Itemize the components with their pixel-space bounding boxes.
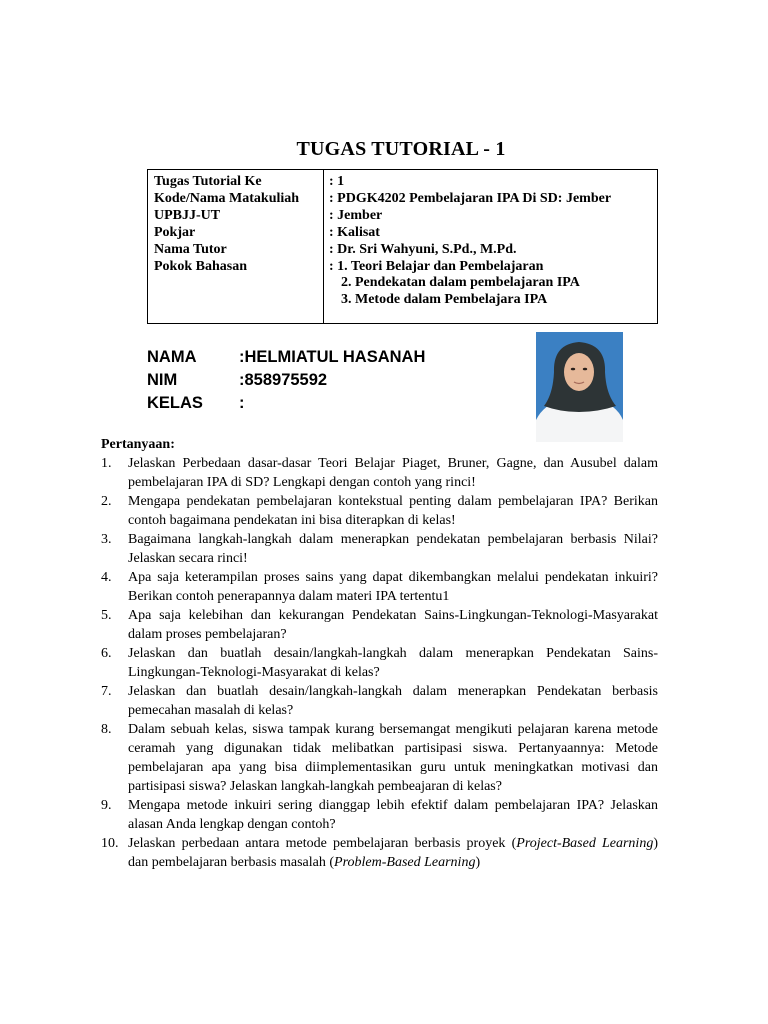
value-upbjj: : Jember: [329, 208, 383, 223]
question-text-part: ): [475, 855, 481, 870]
question-text: Mengapa metode inkuiri sering dianggap lebih efektif dalam pembelajaran IPA? Jelaskan alasan Anda lengkap dengan contoh?: [128, 798, 658, 832]
label-tugas-tutorial: Tugas Tutorial Ke: [154, 174, 262, 189]
question-text: [128, 834, 658, 872]
list-item: [101, 796, 658, 834]
list-item: [101, 568, 658, 606]
question-number: 5.: [101, 608, 112, 623]
list-item: [101, 530, 658, 568]
question-text: Apa saja keterampilan proses sains yang dapat dikembangkan melalui pendekatan inkuiri? Berikan contoh penerapannya dalam materi IPA tertentu1: [128, 570, 658, 604]
question-text: Bagaimana langkah-langkah dalam menerapkan pendekatan pembelajaran berbasis Nilai? Jelaskan secara rinci!: [128, 532, 658, 566]
label-pokok-bahasan: Pokok Bahasan: [154, 259, 247, 274]
question-text-part: Jelaskan perbedaan antara metode pembelajaran berbasis proyek (: [128, 836, 517, 851]
questions-heading: Pertanyaan:: [101, 437, 175, 452]
question-text: Jelaskan dan buatlah desain/langkah-langkah dalam menerapkan Pendekatan Sains-Lingkungan-Teknologi-Masyarakat di kelas?: [128, 646, 658, 680]
question-text: Apa saja kelebihan dan kekurangan Pendekatan Sains-Lingkungan-Teknologi-Masyarakat dalam proses pembelajaran?: [128, 608, 658, 642]
question-number: 2.: [101, 494, 112, 509]
questions-list: [101, 454, 658, 872]
list-item: [101, 720, 658, 796]
question-number: 9.: [101, 798, 112, 813]
nama-label: NAMA: [147, 348, 197, 366]
list-item: [101, 644, 658, 682]
kelas-label: KELAS: [147, 394, 203, 412]
label-nama-tutor: Nama Tutor: [154, 242, 227, 257]
nim-value: :858975592: [239, 371, 328, 389]
question-number: 10.: [101, 836, 119, 851]
question-text: Dalam sebuah kelas, siswa tampak kurang bersemangat mengikuti pelajaran karena metode ceramah yang digunakan tidak melibatkan partisipasi siswa. Pertanyaannya: Metode pembelajaran apa yang bisa diimplementasikan guru untuk meningkatkan motivasi dan partisipasi siswa? Jelaskan langkah-langkah pembeajaran di kelas?: [128, 722, 658, 794]
question-text: Jelaskan Perbedaan dasar-dasar Teori Belajar Piaget, Bruner, Gagne, dan Ausubel dalam pembelajaran IPA di SD? Lengkapi dengan contoh yang rinci!: [128, 456, 658, 490]
value-pokok-bahasan-3: 3. Metode dalam Pembelajara IPA: [341, 292, 548, 307]
list-item: [101, 834, 658, 872]
table-divider: [323, 170, 324, 323]
nama-value: :HELMIATUL HASANAH: [239, 348, 426, 366]
value-pokok-bahasan: : 1. Teori Belajar dan Pembelajaran: [329, 259, 544, 274]
label-upbjj: UPBJJ-UT: [154, 208, 221, 223]
question-number: 8.: [101, 722, 112, 737]
list-item: [101, 492, 658, 530]
student-photo: [536, 332, 623, 442]
label-kode-matakuliah: Kode/Nama Matakuliah: [154, 191, 300, 206]
question-text-emphasis: Project-Based Learning: [516, 836, 654, 851]
question-text-emphasis: Problem-Based Learning: [334, 855, 476, 870]
list-item: [101, 454, 658, 492]
label-pokjar: Pokjar: [154, 225, 196, 240]
info-table: [147, 169, 658, 324]
question-number: 7.: [101, 684, 112, 699]
question-number: 6.: [101, 646, 112, 661]
nim-label: NIM: [147, 371, 178, 389]
question-text: Jelaskan dan buatlah desain/langkah-langkah dalam menerapkan Pendekatan berbasis pemecahan masalah di kelas?: [128, 684, 658, 718]
value-kode-matakuliah: : PDGK4202 Pembelajaran IPA Di SD: Jember: [329, 191, 612, 206]
kelas-value: :: [239, 394, 245, 412]
page-title: TUGAS TUTORIAL - 1: [296, 138, 506, 160]
question-number: 1.: [101, 456, 112, 471]
value-pokjar: : Kalisat: [329, 225, 380, 240]
question-text-part: ) dan pembelajaran berbasis masalah (: [128, 836, 658, 870]
question-number: 3.: [101, 532, 112, 547]
value-nama-tutor: : Dr. Sri Wahyuni, S.Pd., M.Pd.: [329, 242, 517, 257]
question-text: Mengapa pendekatan pembelajaran kontekstual penting dalam pembelajaran IPA? Berikan contoh bagaimana pendekatan ini bisa diterapkan di kelas!: [128, 494, 658, 528]
questions-section: [101, 435, 658, 872]
question-number: 4.: [101, 570, 112, 585]
list-item: [101, 606, 658, 644]
value-tugas-tutorial: : 1: [329, 174, 345, 189]
value-pokok-bahasan-2: 2. Pendekatan dalam pembelajaran IPA: [341, 275, 580, 290]
list-item: [101, 682, 658, 720]
